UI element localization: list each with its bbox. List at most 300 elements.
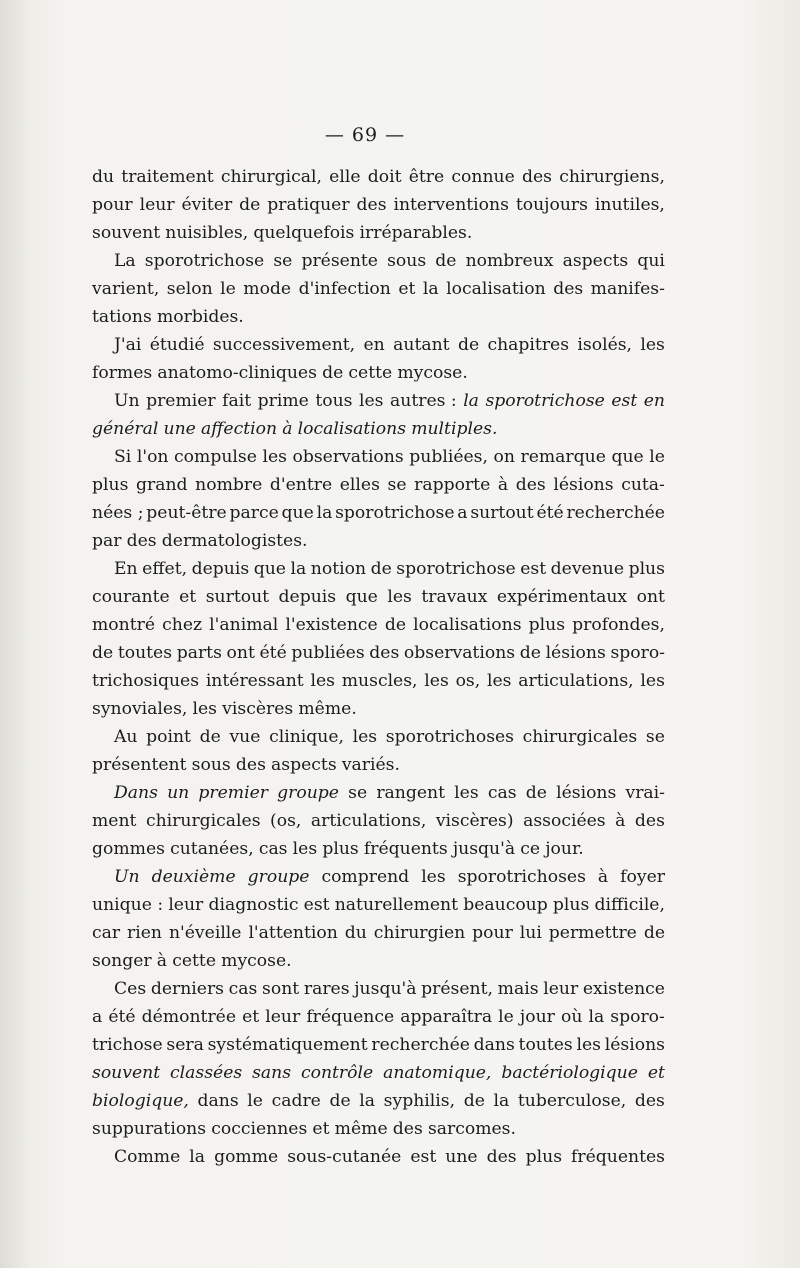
word: foyer xyxy=(620,867,665,887)
word: derniers xyxy=(150,979,224,999)
word: aspects xyxy=(562,251,629,271)
word: cas xyxy=(258,839,288,859)
word: localisations xyxy=(413,615,522,635)
word: nées ; xyxy=(92,503,144,523)
word: où xyxy=(560,1007,583,1027)
word: compulse xyxy=(174,447,257,467)
text-line xyxy=(92,191,665,219)
word: on xyxy=(493,447,515,467)
word: notion xyxy=(310,559,367,579)
word: les xyxy=(421,867,446,887)
word: souvent xyxy=(92,1063,161,1083)
text-line xyxy=(92,331,665,359)
text-line xyxy=(92,247,665,275)
word: vue xyxy=(229,727,261,747)
word: le xyxy=(649,447,665,467)
word: expérimentaux xyxy=(496,587,628,607)
word: l'animal xyxy=(209,615,279,635)
word: intéressant xyxy=(205,671,304,691)
word: synoviales, xyxy=(92,699,188,719)
word: existence xyxy=(582,979,665,999)
word: été xyxy=(108,1007,136,1027)
word: et xyxy=(398,279,416,299)
word: fait xyxy=(222,391,252,411)
word: des xyxy=(392,1119,423,1139)
word: chirurgiens, xyxy=(559,167,665,187)
word: point xyxy=(146,727,191,747)
word: présent, xyxy=(421,979,493,999)
word: à xyxy=(497,475,509,495)
word: la xyxy=(463,391,479,411)
word: associées xyxy=(523,811,606,831)
word: effet, xyxy=(142,559,188,579)
word: leur xyxy=(543,979,579,999)
word: rares xyxy=(303,979,350,999)
word: de xyxy=(519,643,541,663)
word: les xyxy=(640,671,665,691)
word: syphilis, xyxy=(383,1091,456,1111)
word: bactériologique xyxy=(501,1063,638,1083)
text-line xyxy=(92,387,665,415)
word: remarque xyxy=(520,447,606,467)
word: jour xyxy=(519,1007,555,1027)
word: que xyxy=(281,503,314,523)
word: les xyxy=(192,699,218,719)
word: depuis xyxy=(191,559,250,579)
word: beaucoup xyxy=(463,895,548,915)
word: sans xyxy=(252,1063,292,1083)
word: et xyxy=(242,1007,260,1027)
word: quelquefois xyxy=(253,223,355,243)
word: muscles, xyxy=(341,671,418,691)
word: de xyxy=(457,335,480,355)
word: difficile, xyxy=(594,895,665,915)
word: le xyxy=(498,1007,514,1027)
word: En xyxy=(114,559,138,579)
word: cadre xyxy=(271,1091,321,1111)
word: l'attention xyxy=(248,923,338,943)
word: de xyxy=(322,363,344,383)
body-text xyxy=(92,163,665,1171)
word: mycose. xyxy=(221,951,292,971)
word: se xyxy=(273,251,293,271)
word: jusqu'à xyxy=(452,839,516,859)
word: que xyxy=(345,587,378,607)
word: groupe xyxy=(277,783,339,803)
text-line xyxy=(92,835,665,863)
word: ment xyxy=(92,811,137,831)
text-line xyxy=(92,639,665,667)
word: l'existence xyxy=(285,615,378,635)
word: une xyxy=(445,1147,478,1167)
word: recherchée xyxy=(566,503,665,523)
word: (os, xyxy=(270,811,302,831)
word: nuisibles, xyxy=(165,223,249,243)
word: leur xyxy=(139,195,175,215)
word: localisation xyxy=(446,279,546,299)
word: systématiquement xyxy=(207,1035,368,1055)
word: de xyxy=(525,783,547,803)
word: les xyxy=(359,391,384,411)
page-edge-shadow xyxy=(0,0,30,1268)
word: classées xyxy=(170,1063,243,1083)
word: dans xyxy=(473,1035,515,1055)
word: les xyxy=(262,447,287,467)
word: de xyxy=(384,615,407,635)
word: être xyxy=(408,167,445,187)
word: sporotrichoses xyxy=(385,727,515,747)
word: les xyxy=(292,839,318,859)
word: autres : xyxy=(390,391,457,411)
word: prime xyxy=(257,391,309,411)
word: surtout xyxy=(470,503,534,523)
word: leur xyxy=(168,895,204,915)
word: courante xyxy=(92,587,170,607)
word: à xyxy=(597,867,609,887)
word: depuis xyxy=(278,587,337,607)
word: anatomique, xyxy=(383,1063,492,1083)
word: la xyxy=(316,503,333,523)
text-line xyxy=(92,1115,665,1143)
word: articulations, xyxy=(310,811,427,831)
word: plus xyxy=(528,615,566,635)
text-line xyxy=(92,583,665,611)
word: d'entre xyxy=(269,475,333,495)
word: démontrée xyxy=(141,1007,237,1027)
word: profondes, xyxy=(572,615,665,635)
text-line xyxy=(92,219,665,247)
word: recherchée xyxy=(371,1035,470,1055)
word: travaux xyxy=(421,587,488,607)
word: des xyxy=(553,279,584,299)
text-line xyxy=(92,611,665,639)
word: la xyxy=(493,1091,510,1111)
word: apparaîtra xyxy=(400,1007,493,1027)
word: ont xyxy=(226,643,255,663)
word: la xyxy=(359,1091,376,1111)
word: plus xyxy=(628,559,665,579)
word: fréquentes xyxy=(571,1147,665,1167)
word: cocciennes xyxy=(211,1119,308,1139)
word: rangent xyxy=(376,783,445,803)
word: mycose. xyxy=(397,363,468,383)
text-line xyxy=(92,1059,665,1087)
word: un xyxy=(167,783,190,803)
word: d'infection xyxy=(298,279,391,299)
word: et xyxy=(179,587,197,607)
word: suppurations xyxy=(92,1119,207,1139)
word: toutes xyxy=(117,643,173,663)
word: parts xyxy=(176,643,222,663)
text-line xyxy=(92,275,665,303)
word: cas xyxy=(228,979,258,999)
word: plus xyxy=(525,1147,563,1167)
word: lésions xyxy=(604,1035,665,1055)
word: à xyxy=(282,419,293,439)
word: fréquence xyxy=(306,1007,395,1027)
word: varient, xyxy=(92,279,160,299)
page-number: — 69 — xyxy=(324,124,406,146)
word: songer xyxy=(92,951,152,971)
word: de xyxy=(329,1091,351,1111)
word: de xyxy=(239,195,261,215)
word: des xyxy=(369,643,400,663)
text-line xyxy=(92,1031,665,1059)
word: cutanées, xyxy=(170,839,254,859)
word: est xyxy=(520,559,547,579)
word: publiées xyxy=(291,643,365,663)
word: Comme xyxy=(114,1147,181,1167)
word: éviter xyxy=(181,195,233,215)
text-line xyxy=(92,1143,665,1171)
word: devenue xyxy=(550,559,625,579)
word: l'on xyxy=(136,447,169,467)
word: nombre xyxy=(195,475,263,495)
word: viscères) xyxy=(435,811,514,831)
word: doit xyxy=(367,167,402,187)
word: du xyxy=(92,167,115,187)
text-line xyxy=(92,415,665,443)
word: la xyxy=(290,559,307,579)
text-line xyxy=(92,947,665,975)
word: gomme xyxy=(214,1147,279,1167)
word: biologique, xyxy=(92,1091,189,1111)
text-line xyxy=(92,163,665,191)
word: diagnostic xyxy=(208,895,299,915)
word: formes xyxy=(92,363,153,383)
word: est xyxy=(611,391,638,411)
word: dermatologistes. xyxy=(161,531,308,551)
text-line xyxy=(92,779,665,807)
word: des xyxy=(126,531,157,551)
word: Ces xyxy=(114,979,147,999)
word: de xyxy=(199,727,221,747)
word: les xyxy=(454,783,479,803)
word: la xyxy=(588,1007,605,1027)
word: contrôle xyxy=(300,1063,374,1083)
word: lui xyxy=(519,923,542,943)
word: peut-être xyxy=(146,503,227,523)
word: car xyxy=(92,923,121,943)
word: sporotrichoses xyxy=(457,867,586,887)
word: que xyxy=(611,447,644,467)
word: multiples. xyxy=(411,419,498,439)
word: présente xyxy=(301,251,378,271)
word: publiées, xyxy=(409,447,488,467)
word: cette xyxy=(348,363,393,383)
word: elle xyxy=(329,167,361,187)
text-line xyxy=(92,695,665,723)
word: cas xyxy=(487,783,517,803)
word: chirurgicales xyxy=(145,811,261,831)
word: J'ai xyxy=(114,335,142,355)
word: lésions xyxy=(556,783,617,803)
word: rien xyxy=(127,923,163,943)
word: sporotrichose xyxy=(335,503,455,523)
word: leur xyxy=(265,1007,301,1027)
word: sporotrichose xyxy=(144,251,265,271)
word: jusqu'à xyxy=(354,979,417,999)
word: une xyxy=(163,419,196,439)
word: La xyxy=(114,251,136,271)
text-line xyxy=(92,975,665,1003)
word: présentent xyxy=(92,755,187,775)
word: des xyxy=(515,475,546,495)
word: cuta- xyxy=(621,475,665,495)
word: été xyxy=(259,643,287,663)
word: naturellement xyxy=(334,895,459,915)
word: montré xyxy=(92,615,156,635)
text-line xyxy=(92,919,665,947)
word: les xyxy=(424,671,449,691)
word: tous xyxy=(315,391,353,411)
word: affection xyxy=(201,419,278,439)
word: est xyxy=(410,1147,437,1167)
word: sous xyxy=(191,755,231,775)
word: Dans xyxy=(114,783,158,803)
word: cette xyxy=(172,951,216,971)
word: interventions xyxy=(393,195,509,215)
word: comprend xyxy=(321,867,410,887)
word: de xyxy=(370,559,392,579)
word: par xyxy=(92,531,122,551)
word: morbides. xyxy=(156,307,244,327)
word: rapporte xyxy=(414,475,491,495)
word: toutes xyxy=(518,1035,573,1055)
word: lésions xyxy=(545,643,606,663)
word: ont xyxy=(636,587,665,607)
word: vrai- xyxy=(625,783,665,803)
text-line xyxy=(92,1003,665,1031)
text-line xyxy=(92,527,665,555)
text-line xyxy=(92,359,665,387)
text-line xyxy=(92,499,665,527)
word: plus xyxy=(322,839,359,859)
word: surtout xyxy=(205,587,270,607)
word: sera xyxy=(166,1035,204,1055)
word: en xyxy=(363,335,385,355)
word: la xyxy=(422,279,439,299)
word: lésions xyxy=(553,475,614,495)
word: autant xyxy=(393,335,450,355)
word: sous xyxy=(387,251,427,271)
word: même xyxy=(334,1119,388,1139)
text-line xyxy=(92,723,665,751)
word: inutiles, xyxy=(594,195,665,215)
word: même. xyxy=(298,699,357,719)
word: gommes xyxy=(92,839,165,859)
text-line xyxy=(92,443,665,471)
word: les xyxy=(640,335,665,355)
word: des xyxy=(634,811,665,831)
word: des xyxy=(634,1091,665,1111)
word: en xyxy=(643,391,665,411)
word: premier xyxy=(198,783,268,803)
text-line xyxy=(92,303,665,331)
word: nombreux xyxy=(465,251,554,271)
word: n'éveille xyxy=(168,923,242,943)
word: toujours xyxy=(515,195,588,215)
word: du xyxy=(344,923,367,943)
word: de xyxy=(463,1091,485,1111)
word: tuberculose, xyxy=(517,1091,627,1111)
word: traitement xyxy=(121,167,214,187)
word: pratiquer xyxy=(267,195,350,215)
text-line xyxy=(92,667,665,695)
word: sporotrichose xyxy=(485,391,605,411)
word: trichosiques xyxy=(92,671,200,691)
word: de xyxy=(435,251,457,271)
word: général xyxy=(92,419,159,439)
word: été xyxy=(536,503,564,523)
word: elles xyxy=(339,475,380,495)
word: viscères xyxy=(222,699,294,719)
word: Si xyxy=(114,447,132,467)
word: os, xyxy=(455,671,481,691)
word: chirurgical, xyxy=(220,167,322,187)
word: Au xyxy=(114,727,138,747)
word: des xyxy=(521,167,552,187)
word: sporotrichose xyxy=(396,559,516,579)
word: chez xyxy=(162,615,203,635)
word: et xyxy=(312,1119,330,1139)
word: pour xyxy=(92,195,133,215)
word: à xyxy=(615,811,626,831)
word: a xyxy=(92,1007,103,1027)
word: permettre xyxy=(548,923,637,943)
word: les xyxy=(486,671,512,691)
word: trichose xyxy=(92,1035,163,1055)
word: des xyxy=(486,1147,517,1167)
text-line xyxy=(92,863,665,891)
word: des xyxy=(356,195,387,215)
word: se xyxy=(387,475,407,495)
word: jour. xyxy=(545,839,584,859)
word: plus xyxy=(92,475,129,495)
word: Un xyxy=(114,867,140,887)
word: qui xyxy=(637,251,665,271)
word: anatomo-cliniques xyxy=(157,363,317,383)
word: tations xyxy=(92,307,152,327)
text-line xyxy=(92,471,665,499)
word: clinique, xyxy=(269,727,344,747)
word: le xyxy=(247,1091,263,1111)
word: groupe xyxy=(247,867,310,887)
word: étudié xyxy=(149,335,205,355)
word: chapitres xyxy=(487,335,570,355)
word: grand xyxy=(136,475,188,495)
word: sporo- xyxy=(610,643,665,663)
word: se xyxy=(645,727,665,747)
word: unique : xyxy=(92,895,164,915)
word: fréquents xyxy=(363,839,448,859)
word: parce xyxy=(229,503,279,523)
text-line xyxy=(92,555,665,583)
word: se xyxy=(348,783,368,803)
word: pour xyxy=(472,923,513,943)
text-line xyxy=(92,891,665,919)
word: les xyxy=(576,1035,601,1055)
word: la xyxy=(189,1147,206,1167)
word: deuxième xyxy=(151,867,236,887)
word: localisations xyxy=(297,419,407,439)
word: observations xyxy=(403,643,516,663)
word: dans xyxy=(197,1091,239,1111)
word: les xyxy=(352,727,378,747)
word: selon xyxy=(166,279,213,299)
word: connue xyxy=(451,167,515,187)
word: des xyxy=(235,755,266,775)
